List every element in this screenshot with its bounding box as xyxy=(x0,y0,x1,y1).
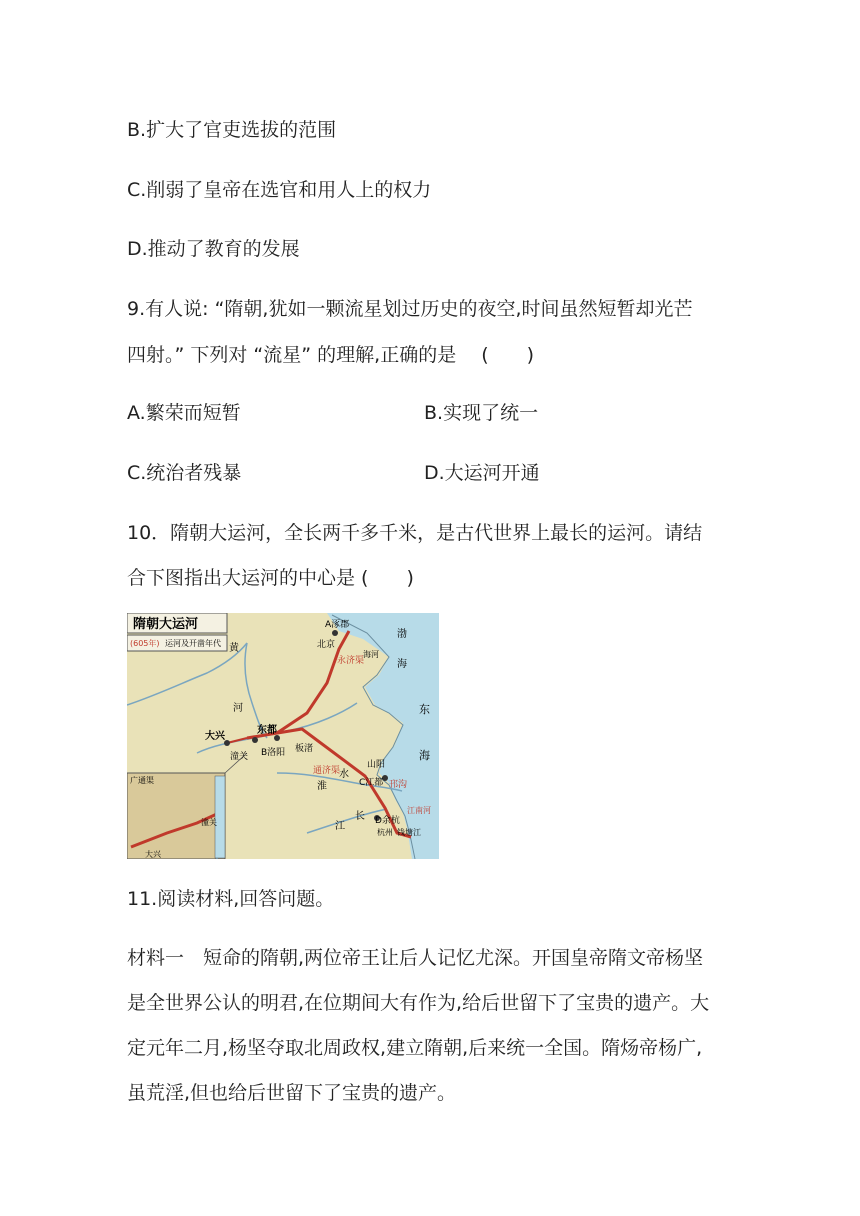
map-label-jiang: 江 xyxy=(335,821,345,832)
map-label-he: 河 xyxy=(233,703,243,714)
map-label-shanyang: 山阳 xyxy=(367,760,386,770)
map-label-dong: 东 xyxy=(419,703,430,716)
q11-material-line4: 虽荒淫,但也给后世留下了宝贵的遗产。 xyxy=(127,1082,457,1104)
map-label-tongguan: 潼关 xyxy=(230,752,249,762)
q9-option-c: C.统治者残暴 xyxy=(127,462,242,484)
map-label-huang: 黄 xyxy=(229,643,239,654)
q11-material-line2: 是全世界公认的明君,在位期间大有作为,给后世留下了宝贵的遗产。大 xyxy=(127,992,710,1014)
map-inset-daxing: 大兴 xyxy=(145,850,161,859)
map-label-b: B洛阳 xyxy=(261,748,286,758)
q8-option-b: B.扩大了官吏选拔的范围 xyxy=(127,119,337,141)
q11-title: 11.阅读材料,回答问题。 xyxy=(127,888,335,910)
map-label-qiantang: 钱塘江 xyxy=(397,828,421,837)
map-label-c: C江都 xyxy=(359,778,384,788)
map-legend-text: 运河及开凿年代 xyxy=(165,639,221,648)
q8-option-c: C.削弱了皇帝在选官和用人上的权力 xyxy=(127,179,432,201)
map-label-banzhu: 板渚 xyxy=(295,744,314,754)
map-label-d: D余杭 xyxy=(375,816,400,826)
q9-option-b: B.实现了统一 xyxy=(424,402,539,424)
map-label-haihe: 海河 xyxy=(363,650,379,659)
map-label-tongji: 通济渠 xyxy=(313,766,341,776)
map-label-chang: 长 xyxy=(355,811,365,822)
q9-option-a: A.繁荣而短暂 xyxy=(127,402,241,424)
q9-option-d: D.大运河开通 xyxy=(424,462,540,484)
map-inset-title: 广通渠 xyxy=(130,776,154,785)
map-label-shui: 水 xyxy=(339,769,349,780)
q10-stem-line1: 10．隋朝大运河，全长两千多千米，是古代世界上最长的运河。请结 xyxy=(127,522,703,544)
map-legend-year: (605年) xyxy=(130,639,160,648)
map-label-huai: 淮 xyxy=(317,781,327,792)
map-label-dongdu: 东都 xyxy=(257,725,277,736)
map-label-bohai2: 海 xyxy=(397,659,407,670)
q8-option-d: D.推动了教育的发展 xyxy=(127,238,300,260)
q11-material-line3: 定元年二月,杨坚夺取北周政权,建立隋朝,后来统一全国。隋炀帝杨广, xyxy=(127,1037,703,1059)
map-label-hanqu: 邗沟 xyxy=(389,780,408,790)
map-title: 隋朝大运河 xyxy=(133,617,199,632)
map-label-bohai1: 渤 xyxy=(397,629,407,640)
map-label-hangzhou: 杭州 xyxy=(377,828,393,837)
q10-stem-line2: 合下图指出大运河的中心是 ( ) xyxy=(127,567,414,589)
q9-stem-line2: 四射。” 下列对 “流星” 的理解,正确的是 ( ) xyxy=(127,344,535,366)
map-label-hai: 海 xyxy=(419,749,430,762)
map-label-beijing: 北京 xyxy=(317,640,336,650)
map-label-a: A涿郡 xyxy=(325,620,350,630)
map-inset-tongguan: 潼关 xyxy=(201,818,217,827)
map-label-jiangnan: 江南河 xyxy=(407,806,431,815)
q9-stem-line1: 9.有人说: “隋朝,犹如一颗流星划过历史的夜空,时间虽然短暂却光芒 xyxy=(127,298,693,320)
q11-material-line1: 材料一 短命的隋朝,两位帝王让后人记忆尤深。开国皇帝隋文帝杨坚 xyxy=(127,947,704,969)
grand-canal-map xyxy=(127,613,439,859)
map-label-daxing: 大兴 xyxy=(205,731,225,742)
map-label-yongji: 永济渠 xyxy=(337,656,365,666)
